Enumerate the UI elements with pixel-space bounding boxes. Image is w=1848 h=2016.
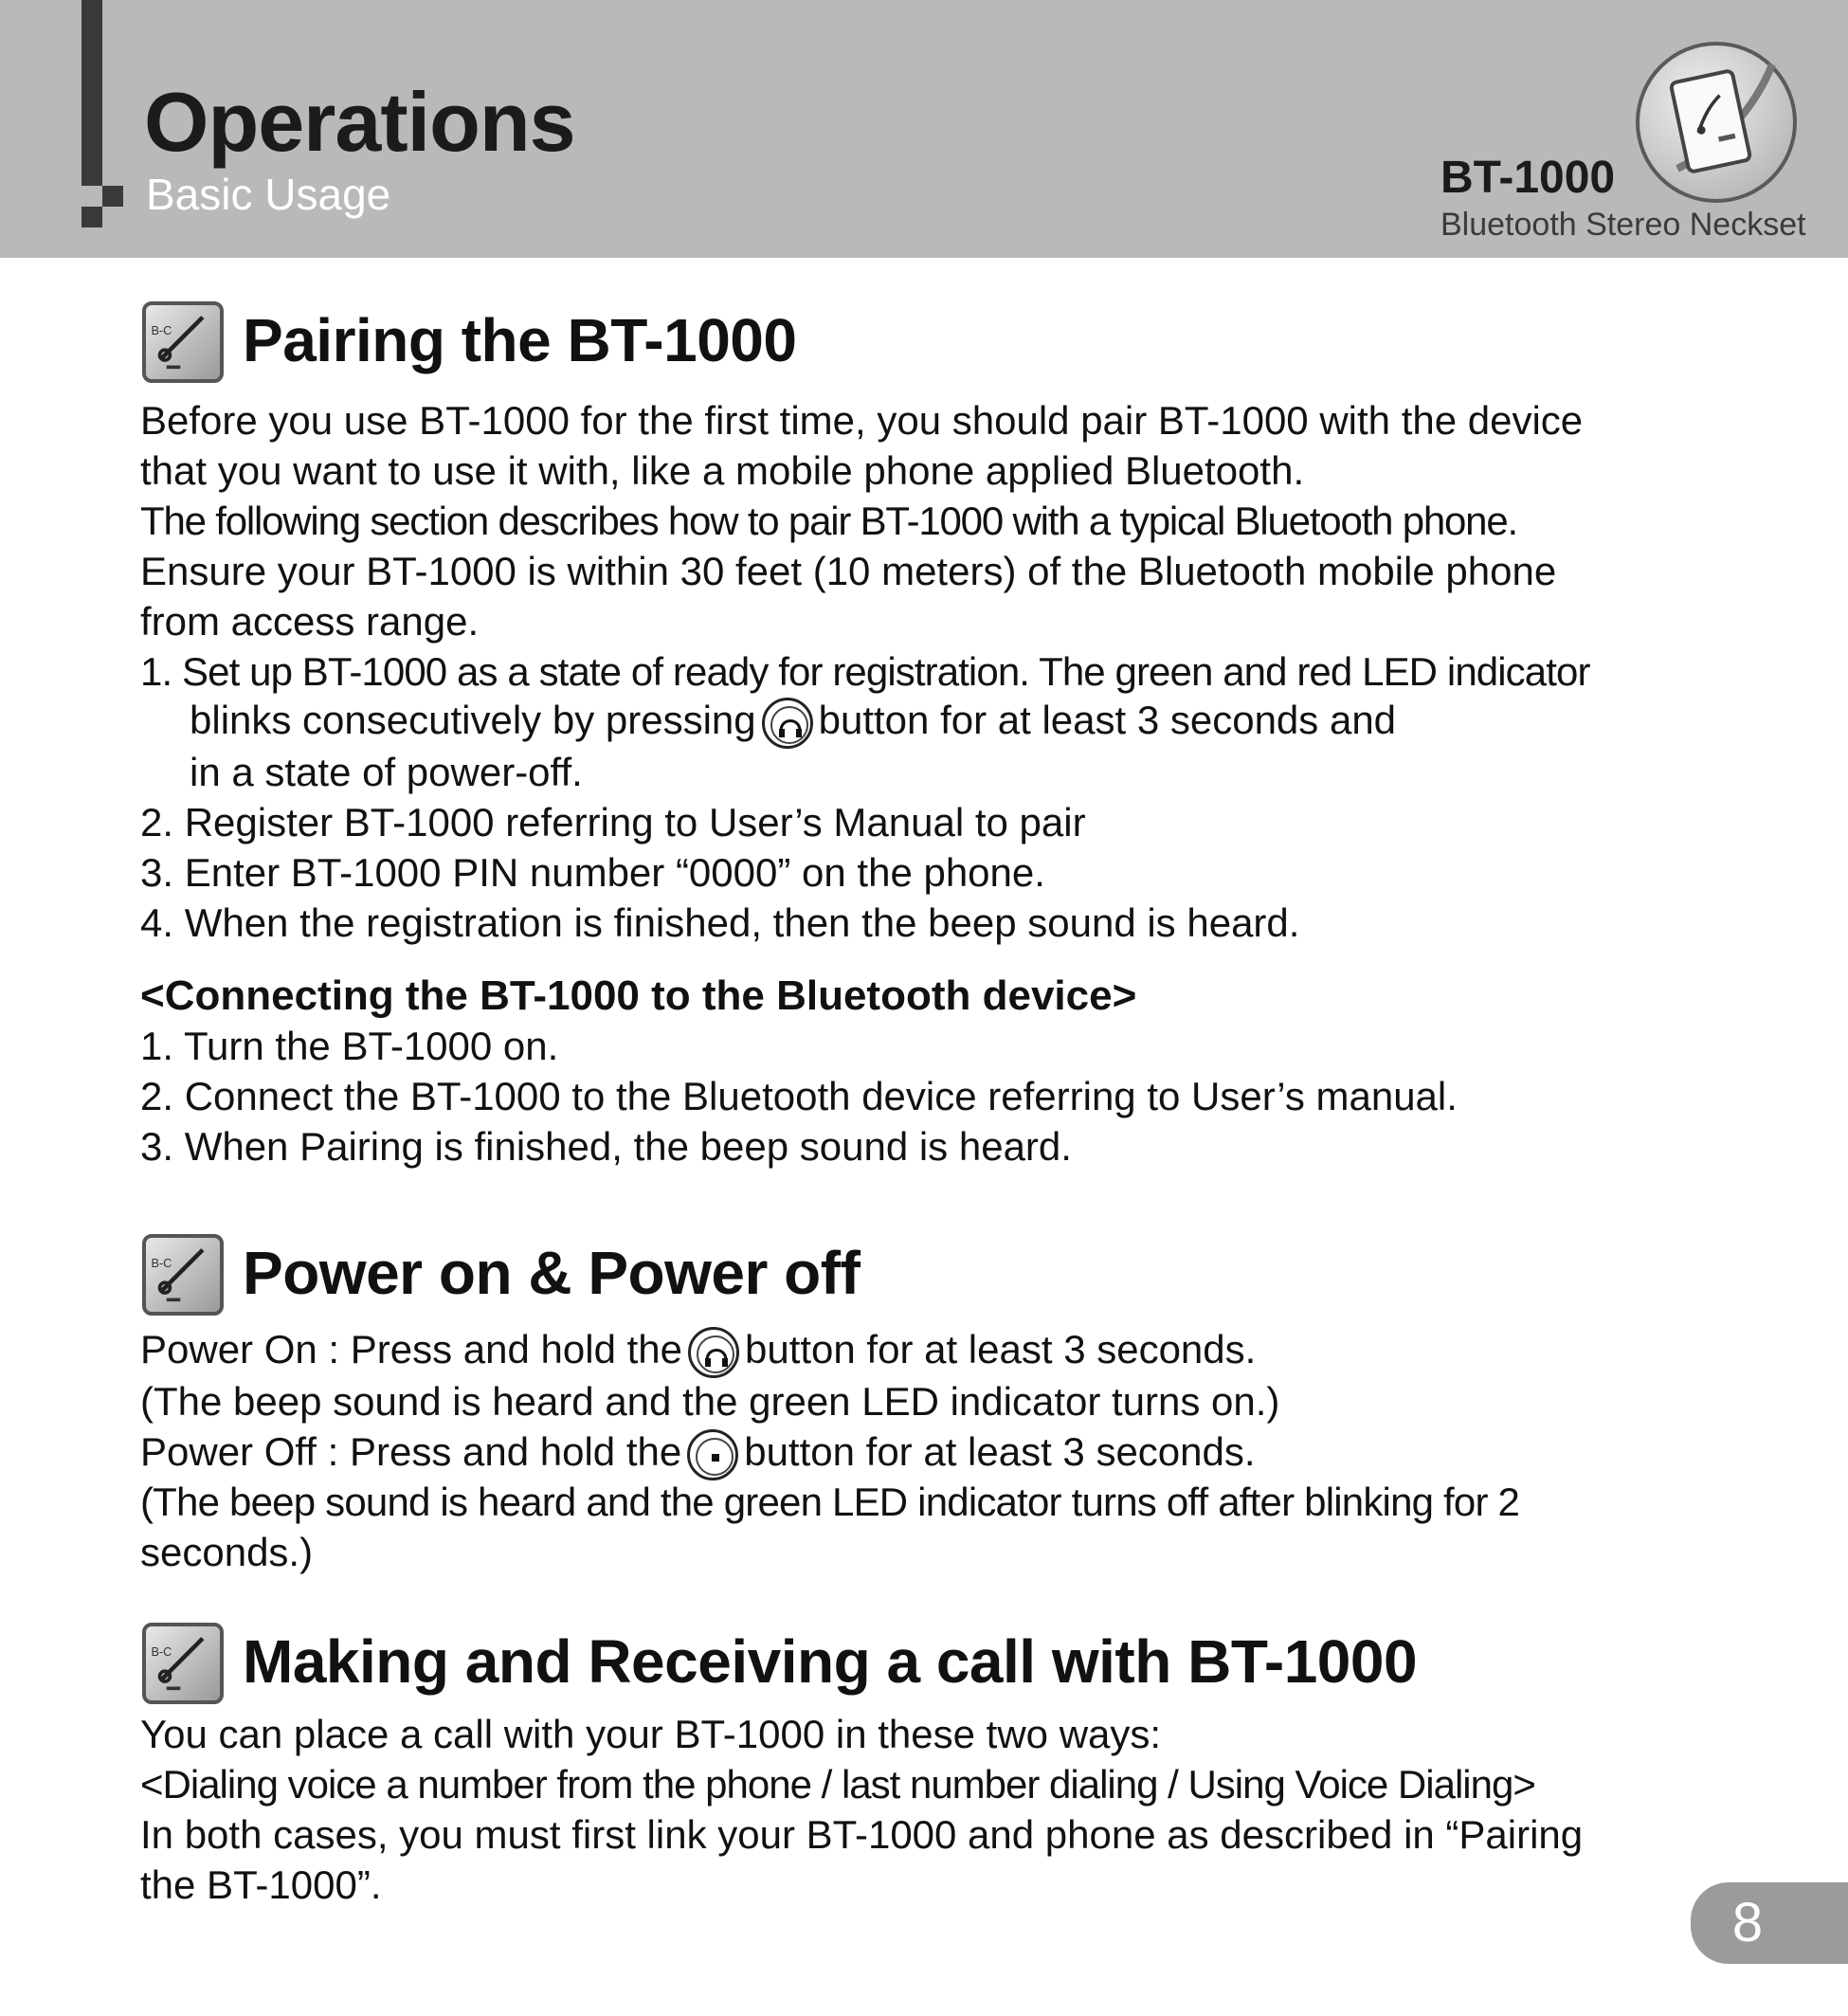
headset-button-icon bbox=[688, 1327, 739, 1378]
section-headset-icon bbox=[142, 301, 224, 383]
paragraph-line: that you want to use it with, like a mobile phone applied Bluetooth. bbox=[140, 448, 1305, 493]
list-item-text: button for at least 3 seconds and bbox=[818, 698, 1397, 743]
list-item: 2. Register BT-1000 referring to User’s Manual to pair bbox=[140, 800, 1086, 845]
header-accent-bar bbox=[82, 0, 102, 186]
headset-icon bbox=[146, 1626, 220, 1700]
paragraph-line: The following section describes how to pair BT-1000 with a typical Bluetooth phone. bbox=[140, 499, 1517, 543]
paragraph-line: In both cases, you must first link your BT-1000 and phone as described in “Pairing bbox=[140, 1812, 1584, 1857]
headset-button-icon bbox=[762, 698, 813, 749]
power-off-label: Power Off : Press and hold the bbox=[140, 1429, 682, 1475]
subheading-connecting: <Connecting the BT-1000 to the Bluetooth device> bbox=[140, 972, 1137, 1019]
power-off-note: (The beep sound is heard and the green LED indicator turns off after blinking for 2 bbox=[140, 1480, 1520, 1524]
page-subtitle: Basic Usage bbox=[146, 170, 391, 219]
paragraph-line: Ensure your BT-1000 is within 30 feet (10 meters) of the Bluetooth mobile phone bbox=[140, 549, 1557, 593]
svg-text:B-C: B-C bbox=[151, 323, 172, 337]
page-header bbox=[0, 0, 1848, 258]
header-accent-square bbox=[102, 186, 123, 207]
power-on-note: (The beep sound is heard and the green LED indicator turns on.) bbox=[140, 1379, 1280, 1424]
model-description: Bluetooth Stereo Neckset bbox=[1440, 207, 1806, 243]
section-title-pairing: Pairing the BT-1000 bbox=[243, 306, 797, 374]
list-item: 3. When Pairing is finished, the beep sound is heard. bbox=[140, 1124, 1072, 1169]
list-item: 3. Enter BT-1000 PIN number “0000” on the phone. bbox=[140, 850, 1045, 895]
paragraph-line: <Dialing voice a number from the phone / last number dialing / Using Voice Dialing> bbox=[140, 1762, 1535, 1807]
headset-icon bbox=[146, 305, 220, 379]
paragraph-line: the BT-1000”. bbox=[140, 1862, 382, 1907]
power-on-instruction: button for at least 3 seconds. bbox=[744, 1327, 1257, 1372]
paragraph-line: from access range. bbox=[140, 599, 480, 644]
paragraph-line: You can place a call with your BT-1000 in these two ways: bbox=[140, 1712, 1162, 1756]
list-item: 2. Connect the BT-1000 to the Bluetooth device referring to User’s manual. bbox=[140, 1074, 1458, 1118]
list-item: in a state of power-off. bbox=[190, 750, 583, 794]
section-title-calls: Making and Receiving a call with BT-1000 bbox=[243, 1627, 1418, 1696]
product-logo-icon bbox=[1636, 42, 1797, 203]
list-item: 1. Turn the BT-1000 on. bbox=[140, 1024, 559, 1068]
page-number: 8 bbox=[1731, 1892, 1764, 1953]
power-off-line bbox=[140, 1429, 1256, 1480]
headset-glyph-icon bbox=[765, 700, 816, 752]
list-item: 4. When the registration is finished, then the beep sound is heard. bbox=[140, 900, 1300, 945]
section-headset-icon bbox=[142, 1234, 224, 1316]
svg-text:B-C: B-C bbox=[151, 1256, 172, 1270]
dot-button-icon bbox=[687, 1429, 738, 1480]
list-item-text: blinks consecutively by pressing bbox=[190, 698, 756, 743]
dot-glyph-icon bbox=[690, 1432, 741, 1483]
list-item bbox=[190, 698, 1396, 749]
headset-icon bbox=[146, 1238, 220, 1312]
power-on-line bbox=[140, 1327, 1256, 1378]
paragraph-line: Before you use BT-1000 for the first time, you should pair BT-1000 with the device bbox=[140, 398, 1584, 443]
headset-glyph-icon bbox=[691, 1330, 742, 1381]
device-mark-icon bbox=[1673, 73, 1748, 171]
power-off-instruction: button for at least 3 seconds. bbox=[744, 1429, 1256, 1475]
page-title: Operations bbox=[144, 75, 575, 169]
header-accent-square bbox=[82, 207, 102, 227]
model-name: BT-1000 bbox=[1440, 153, 1616, 203]
svg-text:B-C: B-C bbox=[151, 1644, 172, 1659]
power-off-note: seconds.) bbox=[140, 1530, 314, 1574]
list-item: 1. Set up BT-1000 as a state of ready for registration. The green and red LED indicator bbox=[140, 649, 1590, 694]
section-headset-icon bbox=[142, 1623, 224, 1704]
power-on-label: Power On : Press and hold the bbox=[140, 1327, 682, 1372]
section-title-power: Power on & Power off bbox=[243, 1239, 861, 1307]
